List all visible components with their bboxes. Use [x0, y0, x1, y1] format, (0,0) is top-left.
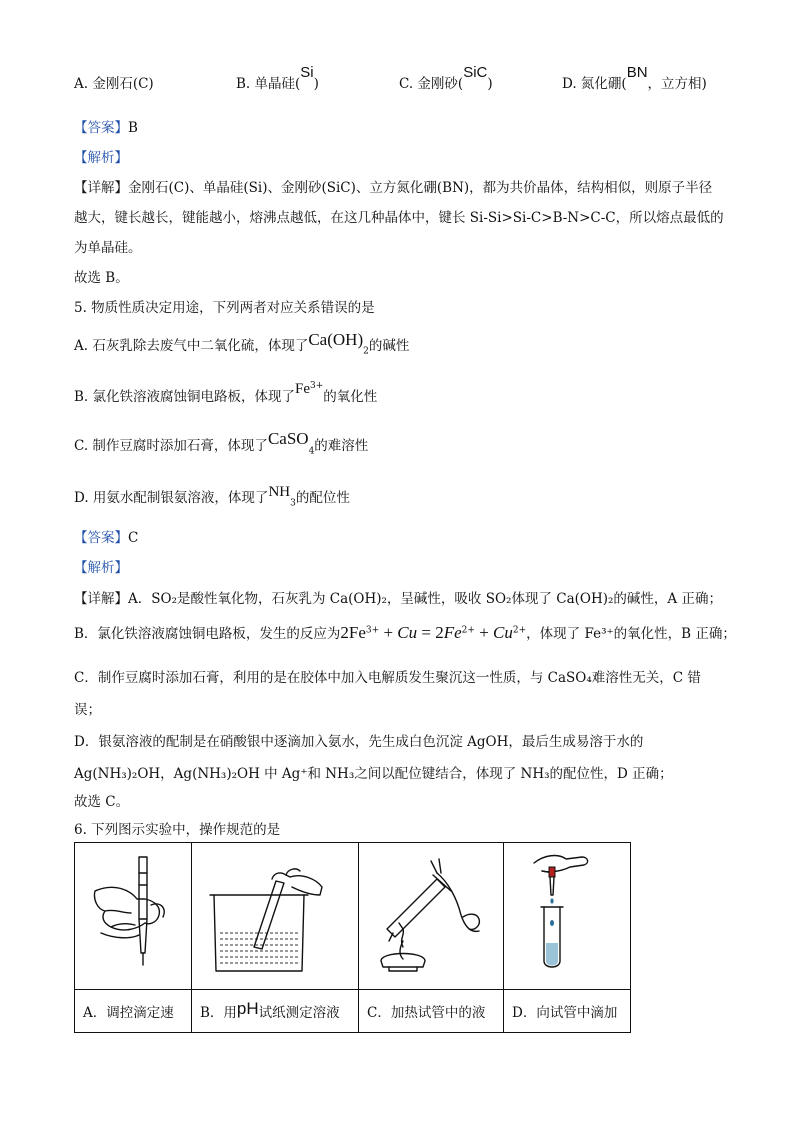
q5-analysis-label: 【解析】	[74, 560, 128, 576]
q4-detail-line-2: 越大，键长越长，键能越小，熔沸点越低，在这几种晶体中，键长 Si-Si>Si-C>B-N>C-C，所以熔点最低的	[74, 210, 724, 226]
q4-conclusion: 故选 B。	[74, 270, 129, 286]
dropper-test-tube-illustration	[504, 843, 630, 985]
q5-detail-d-2: Ag(NH₃)₂OH，Ag(NH₃)₂OH 中 Ag⁺和 NH₃之间以配位键结合，体现了 NH₃的配位性，D 正确；	[74, 766, 673, 782]
q5-option-c: C. 制作豆腐时添加石膏，体现了CaSO$_4$的难溶性	[74, 429, 369, 457]
q6-caption-c: C．加热试管中的液	[359, 990, 504, 1033]
q6-stem: 6. 下列图示实验中，操作规范的是	[74, 822, 281, 838]
q4-option-a: A. 金刚石(C)	[74, 76, 154, 92]
q6-figure-table	[74, 842, 631, 1033]
q5-option-a: A. 石灰乳除去废气中二氧化硫，体现了$Ca(OH)_2$的碱性	[74, 330, 410, 357]
q4-option-b: B. 单晶硅(Si)	[236, 64, 319, 92]
q6-figure-b	[192, 843, 359, 990]
heating-test-tube-illustration	[359, 843, 503, 985]
q4-detail-line-3: 为单晶硅。	[74, 240, 142, 256]
q6-figure-a	[75, 843, 192, 990]
q4-answer: 【答案】B	[74, 120, 138, 136]
q5-detail-c-2: 误；	[74, 702, 101, 718]
q4-option-d: D. 氮化硼(BN，立方相)	[562, 64, 707, 92]
q5-option-d: D. 用氨水配制银氨溶液，体现了$NH_3$的配位性	[74, 484, 350, 509]
q5-detail-c-1: C．制作豆腐时添加石膏，利用的是在胶体中加入电解质发生聚沉这一性质，与 CaSO₄难溶性无关，C 错	[74, 670, 701, 686]
q6-caption-d: D．向试管中滴加	[504, 990, 631, 1033]
q5-conclusion: 故选 C。	[74, 794, 130, 810]
q5-detail-d-1: D．银氨溶液的配制是在硝酸银中逐滴加入氨水，先生成白色沉淀 AgOH，最后生成易溶于水的	[74, 734, 644, 750]
q4-detail-line-1: 【详解】金刚石(C)、单晶硅(Si)、金刚砂(SiC)、立方氮化硼(BN)，都为共价晶体，结构相似，则原子半径	[74, 180, 713, 196]
q4-option-c: C. 金刚砂(SiC)	[399, 64, 493, 92]
q6-caption-b: B．用pH试纸测定溶液	[192, 990, 359, 1033]
q6-caption-a: A．调控滴定速	[75, 990, 192, 1033]
q5-answer: 【答案】C	[74, 530, 139, 546]
q6-figure-d	[504, 843, 631, 990]
q5-detail-a: 【详解】A．SO₂是酸性氧化物，石灰乳为 Ca(OH)₂，呈碱性，吸收 SO₂体现了 Ca(OH)₂的碱性，A 正确；	[74, 591, 722, 607]
q5-stem: 5. 物质性质决定用途，下列两者对应关系错误的是	[74, 300, 375, 316]
beaker-ph-paper-illustration	[192, 843, 358, 985]
burette-hand-illustration	[75, 843, 191, 985]
q6-figure-c	[359, 843, 504, 990]
q5-detail-b: B．氯化铁溶液腐蚀铜电路板，发生的反应为$2Fe^{3+} + Cu = 2Fe^{2+} + Cu^{2+}$，体现了 Fe³⁺的氧化性，B 正确；	[74, 623, 736, 642]
q5-option-b: B. 氯化铁溶液腐蚀铜电路板，体现了$Fe^{3+}$的氧化性	[74, 380, 378, 405]
q4-analysis-label: 【解析】	[74, 150, 128, 166]
